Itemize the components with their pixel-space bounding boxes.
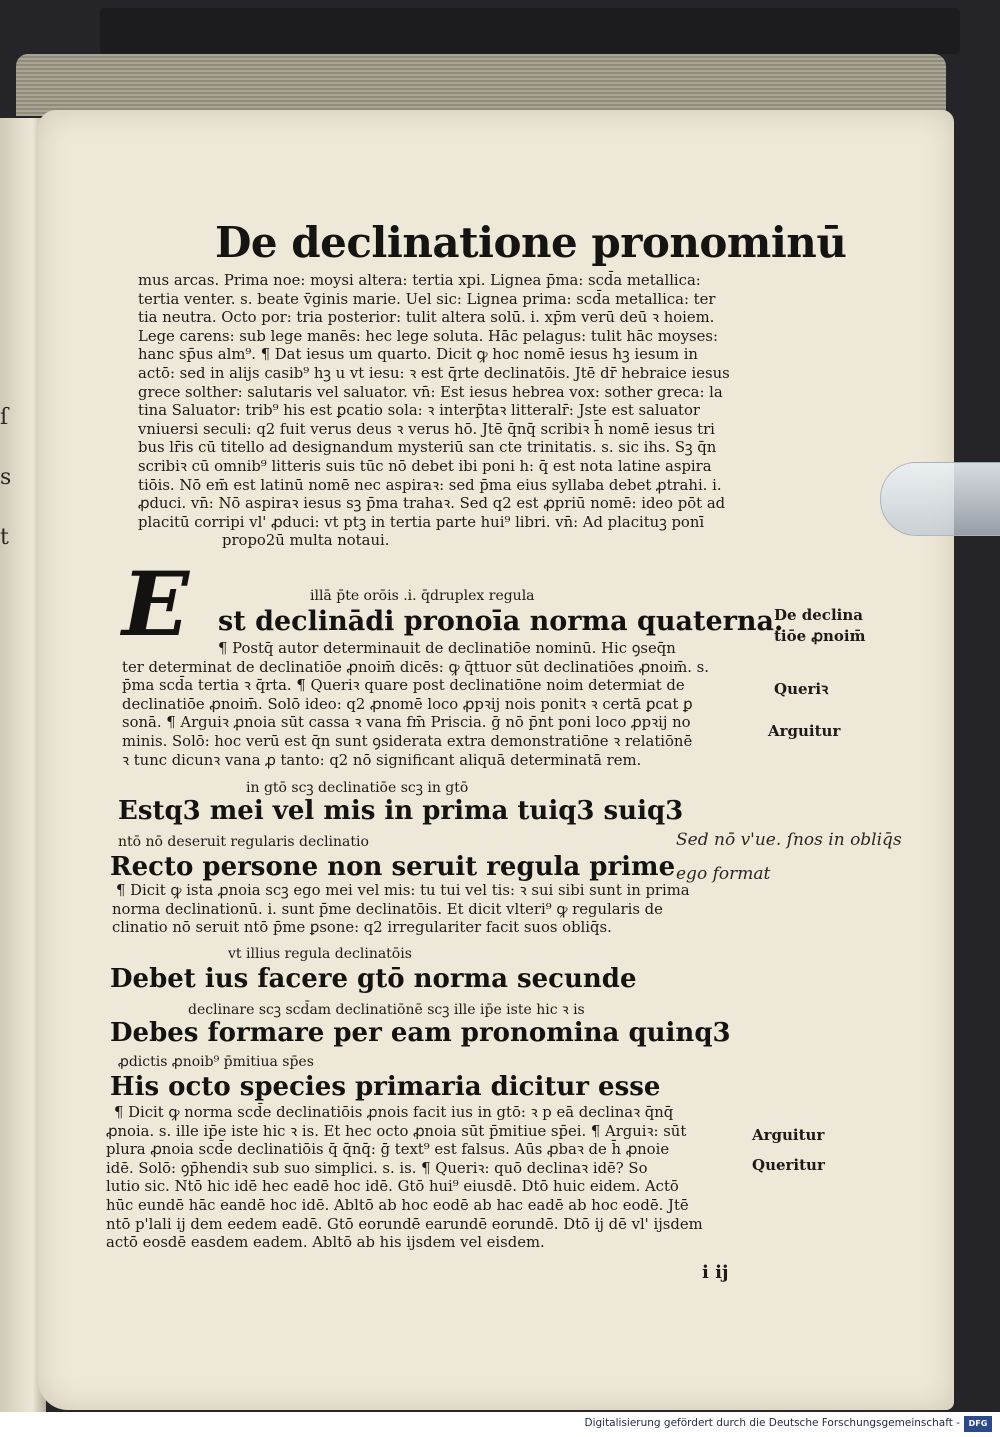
dfg-logo-icon: DFG <box>964 1416 992 1432</box>
prose-line: propo2ū multa notaui. <box>222 532 390 550</box>
commentary-line: p̄ma scd̄a tertia ꝛ q̄rta. ¶ Queriꝛ quare post declinatiōne noim determiat de <box>122 677 685 695</box>
prose-line: scribiꝛ cū omnib⁹ litteris suis tūc nō debet ibi poni h: q̄ est nota latine aspira <box>138 457 712 475</box>
verse-line: Estq3 mei vel mis in prima tuiq3 suiq3 <box>118 796 684 826</box>
footer-bar <box>0 1412 1000 1437</box>
prose-line: grece solther: salutaris vel saluator. vn̄: Est iesus hebrea vox: sother greca: la <box>138 383 723 401</box>
verse-line: Recto persone non seruit regula prime <box>110 852 676 882</box>
plastic-bookmark <box>880 462 1000 536</box>
commentary-block <box>112 882 752 938</box>
margin-note: Queriꝛ <box>774 680 829 698</box>
page-heading: De declinatione pronominū <box>215 218 847 267</box>
prose-line: tia neutra. Octo por: tria posterior: tulit altera solū. i. xp̄m verū deū ꝛ hoiem. <box>138 309 715 327</box>
commentary-line: ntō p'lali ij dem eedem eadē. Gtō eorundē earundē eorundē. Dtō ij dē vl' ijsdem <box>106 1215 703 1233</box>
interlinear-gloss: vt illius regula declinatōis <box>228 946 412 962</box>
commentary-line: declinatiōe ꝓnoim̄. Solō ideo: q2 ꝓnomē loco ꝓpꝛij nois ponitꝛ ꝛ certā ꝑcat ꝑ <box>122 695 693 713</box>
commentary-line: lutio sic. Ntō hic idē hec eadē hoc idē. Gtō hui⁹ eiusdē. Dtō huic eidem. Actō <box>106 1178 679 1196</box>
interlinear-gloss: in gtō scꝫ declinatiōe scꝫ in gtō <box>246 780 469 796</box>
funding-credit: Digitalisierung gefördert durch die Deutsche Forschungsgemeinschaft - <box>584 1417 960 1429</box>
prose-block <box>138 272 768 551</box>
commentary-line: plura ꝓnoia scd̄e declinatiōis q̄ q̄nq̄: ḡ text⁹ est falsus. Aūs ꝓbaꝛ de h̄ ꝓnoie <box>106 1141 670 1159</box>
prose-line: bus lr̄is cū titello ad designandum mysteriū san cte trinitatis. s. sic ihs. Sꝫ q̄n <box>138 439 717 457</box>
commentary-line: ¶ Dicit ꝙ ista ꝓnoia scꝫ ego mei vel mis: tu tui vel tis: ꝛ sui sibi sunt in prima <box>116 882 690 899</box>
margin-note: Arguitur <box>752 1126 825 1144</box>
folio-number: i ij <box>702 1262 729 1283</box>
margin-note: Arguitur <box>768 722 841 740</box>
prose-line: tina Saluator: trib⁹ his est ꝑcatio sola: ꝛ interp̄taꝛ litteralr̄: Jste est saluator <box>138 402 700 420</box>
prose-line: placitū corripi vl' ꝓduci: vt ptꝫ in tertia parte hui⁹ libri. vn̄: Ad placituꝫ ponī <box>138 513 705 531</box>
commentary-block <box>122 640 762 770</box>
prose-line: actō: sed in alijs casib⁹ hꝫ u vt iesu: ꝛ est q̄rte declinatōis. Jtē dr̄ hebraice iesus <box>138 364 730 382</box>
facing-mark: t <box>0 525 9 550</box>
verse-line: st declinādi pronoīa norma quaterna. <box>218 606 784 637</box>
prose-line: mus arcas. Prima noe: moysi altera: tertia xpi. Lignea p̄ma: scd̄a metallica: <box>138 272 701 289</box>
commentary-line: idē. Solō: ꝯp̄hendiꝛ sub suo simplici. s. is. ¶ Queriꝛ: quō declinaꝛ idē? So <box>106 1159 648 1177</box>
margin-note: tiōe ꝓnoim̄ <box>774 627 866 645</box>
commentary-line: clinatio nō seruit ntō p̄me ꝑsone: q2 irregulariter facit suos obliq̄s. <box>112 919 612 937</box>
commentary-block <box>106 1104 756 1253</box>
commentary-line: minis. Solō: hoc verū est q̄n sunt ꝯsiderata extra demonstratiōne ꝛ relatiōnē <box>122 732 693 750</box>
interlinear-gloss: declinare scꝫ scd̄am declinatiōnē scꝫ ille ip̄e iste hic ꝛ is <box>188 1002 585 1018</box>
commentary-line: norma declinationū. i. sunt p̄me declinatōis. Et dicit vlteri⁹ ꝙ regularis de <box>112 900 663 918</box>
facing-mark: s <box>0 465 12 490</box>
book-top-edge <box>100 8 960 54</box>
margin-note: De declina <box>774 606 863 624</box>
commentary-line: ꝓnoia. s. ille ip̄e iste hic ꝛ is. Et hec octo ꝓnoia sūt p̄mitiue sp̄ei. ¶ Arguiꝛ: sūt <box>106 1122 687 1140</box>
commentary-line: actō eosdē easdem eadem. Abltō ab his ijsdem vel eisdem. <box>106 1234 545 1252</box>
interlinear-gloss: ꝓdictis ꝓnoib⁹ p̄mitiua sp̄es <box>118 1054 314 1070</box>
verse-line: His octo species primaria dicitur esse <box>110 1072 661 1102</box>
handwritten-annotation: Sed nō v'ue. ſnos in obliq̄s <box>676 830 902 850</box>
commentary-line: ¶ Postq̄ autor determinauit de declinatiōe nominū. Hic ꝯseq̄n <box>218 640 676 657</box>
verse-line: Debet ius facere gtō norma secunde <box>110 964 637 994</box>
handwritten-annotation: ego format <box>676 864 771 884</box>
prose-line: vniuersi seculi: q2 fuit verus deus ꝛ verus hō. Jtē q̄nq̄ scribiꝛ h̄ nomē iesus tri <box>138 420 715 438</box>
interlinear-gloss: illā p̄te orōis .i. q̄druplex regula <box>310 588 535 604</box>
interlinear-gloss: ntō nō deseruit regularis declinatio <box>118 834 369 850</box>
commentary-line: sonā. ¶ Arguiꝛ ꝓnoia sūt cassa ꝛ vana fm̄ Priscia. ḡ nō p̄nt poni loco ꝓpꝛij no <box>122 714 691 732</box>
margin-note: Queritur <box>752 1156 825 1174</box>
prose-line: ꝓduci. vn̄: Nō aspiraꝛ iesus sꝫ p̄ma trahaꝛ. Sed q2 est ꝓpriū nomē: ideo pōt ad <box>138 495 726 513</box>
prose-line: Lege carens: sub lege manēs: hec lege soluta. Hāc pelagus: tulit hāc moyses: <box>138 327 718 345</box>
decorated-initial: E <box>122 552 190 656</box>
prose-line: tertia venter. s. beate v̄ginis marie. Uel sic: Lignea prima: scd̄a metallica: ter <box>138 290 716 308</box>
commentary-line: hūc eundē hāc eandē hoc idē. Abltō ab hoc eodē ab hac eadē ab hoc eodē. Jtē <box>106 1196 689 1214</box>
facing-page-marks <box>0 388 16 568</box>
prose-line: hanc sp̄us alm⁹. ¶ Dat iesus um quarto. Dicit ꝙ hoc nomē iesus hꝫ iesum in <box>138 346 698 364</box>
commentary-line: ¶ Dicit ꝙ norma scd̄e declinatiōis ꝓnois facit ius in gtō: ꝛ p eā declinaꝛ q̄nq̄ <box>114 1104 674 1121</box>
verse-line: Debes formare per eam pronomina quinq3 <box>110 1018 731 1048</box>
prose-line: tiōis. Nō em̄ est latinū nomē nec aspiraꝛ: sed p̄ma eius syllaba debet ꝓtrahi. i. <box>138 476 722 494</box>
facing-mark: ſ <box>0 405 9 430</box>
commentary-line: ꝛ tunc dicunꝛ vana ꝓ tanto: q2 nō significant aliquā determinatā rem. <box>122 751 642 769</box>
commentary-line: ter determinat de declinatiōe ꝓnoim̄ dicēs: ꝙ q̄ttuor sūt declinatiōes ꝓnoim̄. s. <box>122 658 709 676</box>
page-edges <box>16 54 946 116</box>
